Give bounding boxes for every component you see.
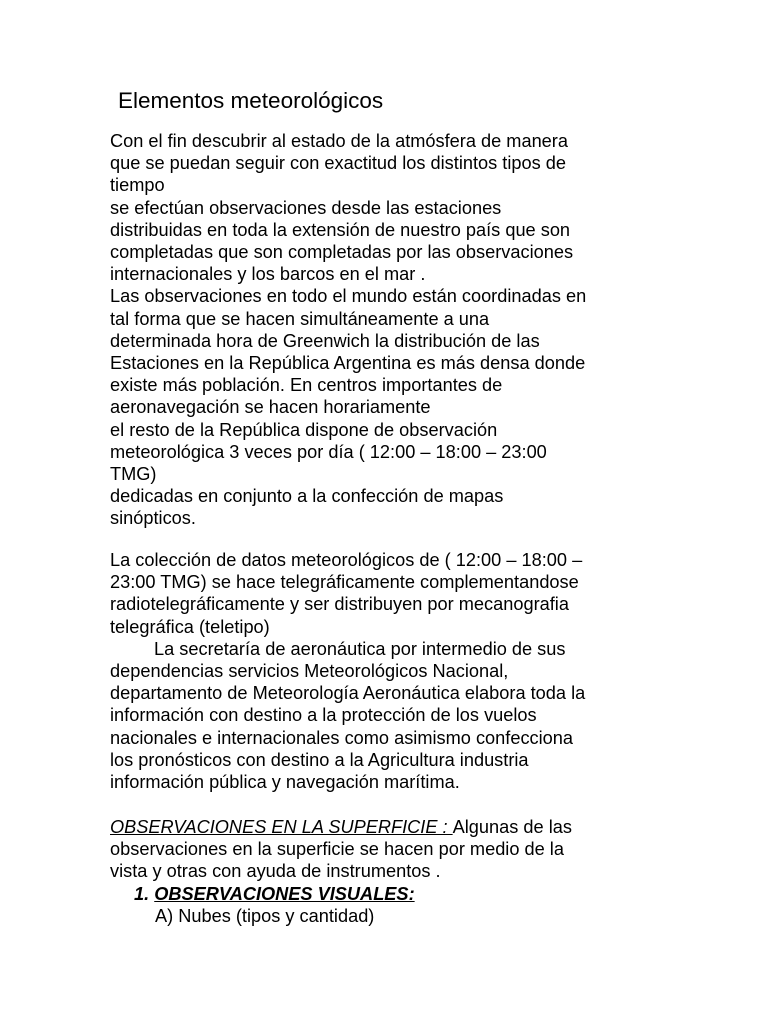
text-line: distribuidas en toda la extensión de nuestro país que son	[110, 219, 571, 240]
text-line: el resto de la República dispone de observación	[110, 419, 498, 440]
list-subitem: A) Nubes (tipos y cantidad)	[155, 905, 375, 926]
section-first-line	[110, 816, 670, 838]
text-line: información con destino a la protección de los vuelos	[110, 705, 537, 726]
text-line: tal forma que se hacen simultáneamente a una	[110, 308, 490, 329]
text-line: dependencias servicios Meteorológicos Nacional,	[110, 661, 509, 682]
text-line: 23:00 TMG) se hace telegráficamente complementandose	[110, 572, 579, 593]
text-line: internacionales y los barcos en el mar .	[110, 264, 426, 285]
text-line: aeronavegación se hacen horariamente	[110, 397, 431, 418]
text-line: La secretaría de aeronáutica por intermedio de sus	[154, 638, 566, 659]
paragraph-block-1	[110, 130, 670, 530]
document-title: Elementos meteorológicos	[118, 88, 384, 113]
text-line: telegráfica (teletipo)	[110, 616, 270, 637]
section-observaciones-superficie	[110, 816, 670, 927]
list-number: 1.	[134, 883, 150, 904]
text-line: observaciones en la superficie se hacen por medio de la	[110, 839, 564, 860]
text-line: completadas que son completadas por las observaciones	[110, 242, 574, 263]
text-line: radiotelegráficamente y ser distribuyen por mecanografia	[110, 594, 569, 615]
text-line: La colección de datos meteorológicos de ( 12:00 – 18:00 –	[110, 550, 583, 570]
text-line: se efectúan observaciones desde las estaciones	[110, 197, 502, 218]
list-heading: OBSERVACIONES VISUALES:	[154, 883, 415, 904]
text-line: departamento de Meteorología Aeronáutica elabora toda la	[110, 683, 586, 704]
text-line: tiempo	[110, 175, 165, 196]
paragraph-block-2	[110, 549, 670, 793]
text-line: meteorológica 3 veces por día ( 12:00 – 18:00 – 23:00	[110, 441, 547, 462]
text-line: Con el fin descubrir al estado de la atmósfera de manera	[110, 131, 568, 151]
list-item	[110, 883, 670, 905]
text-line: determinada hora de Greenwich la distribución de las	[110, 330, 540, 351]
section-heading: OBSERVACIONES EN LA SUPERFICIE :	[110, 817, 453, 837]
section-intro-text: Algunas de las	[452, 817, 572, 837]
text-line: nacionales e internacionales como asimismo confecciona	[110, 727, 574, 748]
text-line: que se puedan seguir con exactitud los distintos tipos de	[110, 153, 566, 174]
text-line: TMG)	[110, 464, 157, 485]
text-line: vista y otras con ayuda de instrumentos .	[110, 861, 441, 882]
text-line: Estaciones en la República Argentina es más densa donde	[110, 353, 586, 374]
text-line: los pronósticos con destino a la Agricultura industria	[110, 749, 529, 770]
text-line: existe más población. En centros importantes de	[110, 375, 503, 396]
text-line: Las observaciones en todo el mundo están coordinadas en	[110, 286, 587, 307]
text-line: sinópticos.	[110, 508, 196, 529]
text-line: dedicadas en conjunto a la confección de mapas	[110, 486, 504, 507]
text-line: información pública y navegación marítima.	[110, 772, 460, 793]
